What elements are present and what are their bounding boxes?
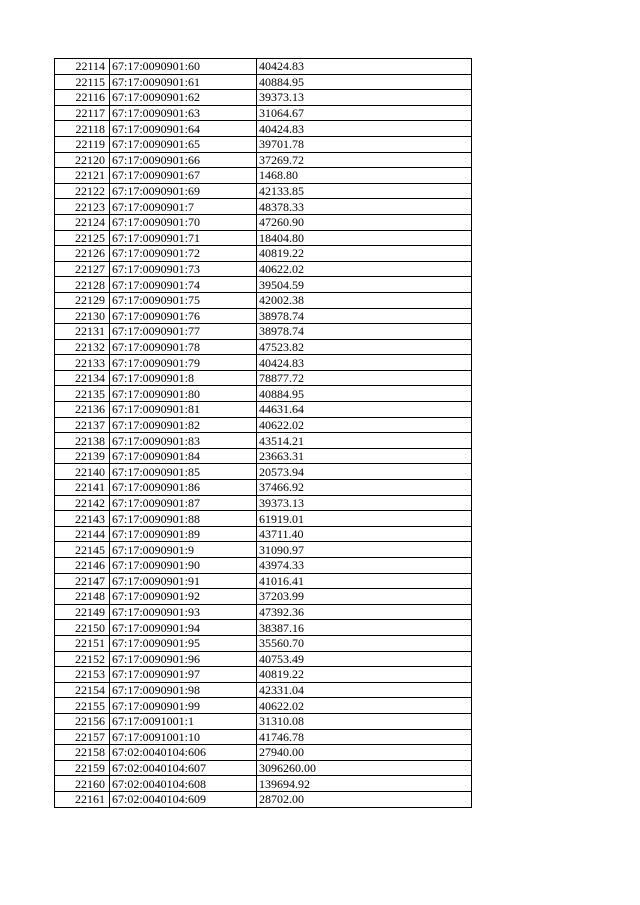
cadastral-number-cell: 67:02:0040104:609 [110,791,257,807]
table-row [55,199,472,215]
value-cell: 1468.80 [257,168,472,184]
row-number-cell: 22145 [55,542,110,558]
cadastral-number-cell: 67:17:0090901:79 [110,355,257,371]
row-number-cell: 22118 [55,121,110,137]
table-row [55,558,472,574]
value-cell: 42002.38 [257,292,472,308]
row-number-cell: 22120 [55,152,110,168]
row-number-cell: 22139 [55,448,110,464]
value-cell: 43974.33 [257,558,472,574]
row-number-cell: 22129 [55,292,110,308]
row-number-cell: 22133 [55,355,110,371]
value-cell: 38978.74 [257,308,472,324]
value-cell: 31090.97 [257,542,472,558]
value-cell: 27940.00 [257,745,472,761]
table-row [55,776,472,792]
value-cell: 47392.36 [257,604,472,620]
table-row [55,168,472,184]
value-cell: 40753.49 [257,651,472,667]
row-number-cell: 22137 [55,417,110,433]
row-number-cell: 22143 [55,511,110,527]
value-cell: 47260.90 [257,214,472,230]
row-number-cell: 22131 [55,324,110,340]
table-row [55,152,472,168]
value-cell: 37466.92 [257,480,472,496]
value-cell: 31064.67 [257,105,472,121]
cadastral-number-cell: 67:02:0040104:608 [110,776,257,792]
table-row [55,698,472,714]
value-cell: 40424.83 [257,59,472,75]
value-cell: 20573.94 [257,464,472,480]
table-row [55,511,472,527]
table-row [55,324,472,340]
table-row [55,183,472,199]
table-row [55,526,472,542]
value-cell: 39373.13 [257,90,472,106]
cadastral-number-cell: 67:17:0090901:61 [110,74,257,90]
table-row [55,760,472,776]
value-cell: 39701.78 [257,136,472,152]
data-table [54,58,472,808]
table-row [55,261,472,277]
cadastral-number-cell: 67:17:0090901:87 [110,495,257,511]
cadastral-number-cell: 67:17:0090901:71 [110,230,257,246]
row-number-cell: 22130 [55,308,110,324]
row-number-cell: 22160 [55,776,110,792]
row-number-cell: 22128 [55,277,110,293]
row-number-cell: 22141 [55,480,110,496]
value-cell: 40884.95 [257,386,472,402]
table-row [55,386,472,402]
table-body [55,59,472,808]
cadastral-number-cell: 67:17:0090901:66 [110,152,257,168]
cadastral-number-cell: 67:17:0090901:85 [110,464,257,480]
value-cell: 28702.00 [257,791,472,807]
cadastral-number-cell: 67:17:0090901:94 [110,620,257,636]
table-row [55,292,472,308]
table-row [55,448,472,464]
row-number-cell: 22132 [55,339,110,355]
value-cell: 40622.02 [257,698,472,714]
row-number-cell: 22161 [55,791,110,807]
cadastral-number-cell: 67:17:0090901:67 [110,168,257,184]
table-row [55,635,472,651]
row-number-cell: 22122 [55,183,110,199]
cadastral-number-cell: 67:17:0091001:10 [110,729,257,745]
cadastral-number-cell: 67:17:0090901:69 [110,183,257,199]
value-cell: 44631.64 [257,402,472,418]
cadastral-number-cell: 67:17:0090901:77 [110,324,257,340]
cadastral-number-cell: 67:17:0090901:89 [110,526,257,542]
table-row [55,308,472,324]
table-row [55,791,472,807]
cadastral-number-cell: 67:17:0090901:75 [110,292,257,308]
table-row [55,136,472,152]
cadastral-number-cell: 67:17:0090901:64 [110,121,257,137]
value-cell: 3096260.00 [257,760,472,776]
cadastral-number-cell: 67:17:0090901:83 [110,433,257,449]
cadastral-number-cell: 67:17:0090901:95 [110,635,257,651]
row-number-cell: 22146 [55,558,110,574]
row-number-cell: 22136 [55,402,110,418]
cadastral-number-cell: 67:17:0090901:91 [110,573,257,589]
table-row [55,573,472,589]
cadastral-number-cell: 67:17:0090901:92 [110,589,257,605]
table-row [55,277,472,293]
table-row [55,230,472,246]
cadastral-number-cell: 67:17:0090901:70 [110,214,257,230]
table-row [55,604,472,620]
value-cell: 48378.33 [257,199,472,215]
value-cell: 35560.70 [257,635,472,651]
value-cell: 47523.82 [257,339,472,355]
table-row [55,620,472,636]
cadastral-number-cell: 67:17:0090901:99 [110,698,257,714]
table-row [55,105,472,121]
cadastral-number-cell: 67:17:0090901:63 [110,105,257,121]
table-row [55,370,472,386]
cadastral-number-cell: 67:17:0090901:84 [110,448,257,464]
table-row [55,651,472,667]
value-cell: 31310.08 [257,713,472,729]
table-row [55,480,472,496]
cadastral-number-cell: 67:02:0040104:607 [110,760,257,776]
row-number-cell: 22127 [55,261,110,277]
value-cell: 18404.80 [257,230,472,246]
row-number-cell: 22154 [55,682,110,698]
table-row [55,495,472,511]
row-number-cell: 22159 [55,760,110,776]
cadastral-number-cell: 67:17:0090901:8 [110,370,257,386]
value-cell: 38978.74 [257,324,472,340]
row-number-cell: 22140 [55,464,110,480]
row-number-cell: 22148 [55,589,110,605]
value-cell: 38387.16 [257,620,472,636]
table-row [55,433,472,449]
cadastral-number-cell: 67:17:0090901:9 [110,542,257,558]
cadastral-number-cell: 67:17:0090901:98 [110,682,257,698]
row-number-cell: 22119 [55,136,110,152]
row-number-cell: 22158 [55,745,110,761]
value-cell: 40622.02 [257,261,472,277]
cadastral-number-cell: 67:02:0040104:606 [110,745,257,761]
row-number-cell: 22147 [55,573,110,589]
row-number-cell: 22117 [55,105,110,121]
value-cell: 37203.99 [257,589,472,605]
table-row [55,355,472,371]
value-cell: 43711.40 [257,526,472,542]
row-number-cell: 22157 [55,729,110,745]
row-number-cell: 22144 [55,526,110,542]
row-number-cell: 22126 [55,246,110,262]
table-row [55,402,472,418]
value-cell: 42133.85 [257,183,472,199]
cadastral-number-cell: 67:17:0090901:73 [110,261,257,277]
value-cell: 41746.78 [257,729,472,745]
row-number-cell: 22152 [55,651,110,667]
value-cell: 39373.13 [257,495,472,511]
table-row [55,59,472,75]
value-cell: 40622.02 [257,417,472,433]
row-number-cell: 22156 [55,713,110,729]
row-number-cell: 22149 [55,604,110,620]
row-number-cell: 22123 [55,199,110,215]
table-row [55,339,472,355]
cadastral-number-cell: 67:17:0091001:1 [110,713,257,729]
cadastral-number-cell: 67:17:0090901:86 [110,480,257,496]
value-cell: 37269.72 [257,152,472,168]
value-cell: 40424.83 [257,121,472,137]
table-row [55,246,472,262]
cadastral-number-cell: 67:17:0090901:72 [110,246,257,262]
table-row [55,417,472,433]
cadastral-number-cell: 67:17:0090901:76 [110,308,257,324]
cadastral-number-cell: 67:17:0090901:88 [110,511,257,527]
value-cell: 40819.22 [257,246,472,262]
value-cell: 42331.04 [257,682,472,698]
value-cell: 43514.21 [257,433,472,449]
value-cell: 139694.92 [257,776,472,792]
value-cell: 39504.59 [257,277,472,293]
cadastral-number-cell: 67:17:0090901:78 [110,339,257,355]
value-cell: 61919.01 [257,511,472,527]
row-number-cell: 22138 [55,433,110,449]
row-number-cell: 22151 [55,635,110,651]
table-row [55,90,472,106]
table-row [55,121,472,137]
cadastral-number-cell: 67:17:0090901:90 [110,558,257,574]
cadastral-number-cell: 67:17:0090901:97 [110,667,257,683]
row-number-cell: 22116 [55,90,110,106]
value-cell: 41016.41 [257,573,472,589]
cadastral-number-cell: 67:17:0090901:65 [110,136,257,152]
row-number-cell: 22134 [55,370,110,386]
cadastral-number-cell: 67:17:0090901:60 [110,59,257,75]
row-number-cell: 22124 [55,214,110,230]
table-row [55,713,472,729]
table-row [55,464,472,480]
cadastral-number-cell: 67:17:0090901:93 [110,604,257,620]
value-cell: 40424.83 [257,355,472,371]
table-row [55,667,472,683]
table-row [55,214,472,230]
row-number-cell: 22125 [55,230,110,246]
table-row [55,74,472,90]
row-number-cell: 22121 [55,168,110,184]
value-cell: 40819.22 [257,667,472,683]
row-number-cell: 22155 [55,698,110,714]
cadastral-number-cell: 67:17:0090901:96 [110,651,257,667]
row-number-cell: 22150 [55,620,110,636]
cadastral-number-cell: 67:17:0090901:62 [110,90,257,106]
cadastral-number-cell: 67:17:0090901:81 [110,402,257,418]
value-cell: 23663.31 [257,448,472,464]
cadastral-number-cell: 67:17:0090901:7 [110,199,257,215]
row-number-cell: 22142 [55,495,110,511]
cadastral-number-cell: 67:17:0090901:80 [110,386,257,402]
table-row [55,542,472,558]
table-row [55,729,472,745]
cadastral-number-cell: 67:17:0090901:74 [110,277,257,293]
cadastral-number-cell: 67:17:0090901:82 [110,417,257,433]
table-row [55,682,472,698]
table-row [55,745,472,761]
row-number-cell: 22114 [55,59,110,75]
value-cell: 78877.72 [257,370,472,386]
value-cell: 40884.95 [257,74,472,90]
row-number-cell: 22115 [55,74,110,90]
table-row [55,589,472,605]
row-number-cell: 22135 [55,386,110,402]
row-number-cell: 22153 [55,667,110,683]
